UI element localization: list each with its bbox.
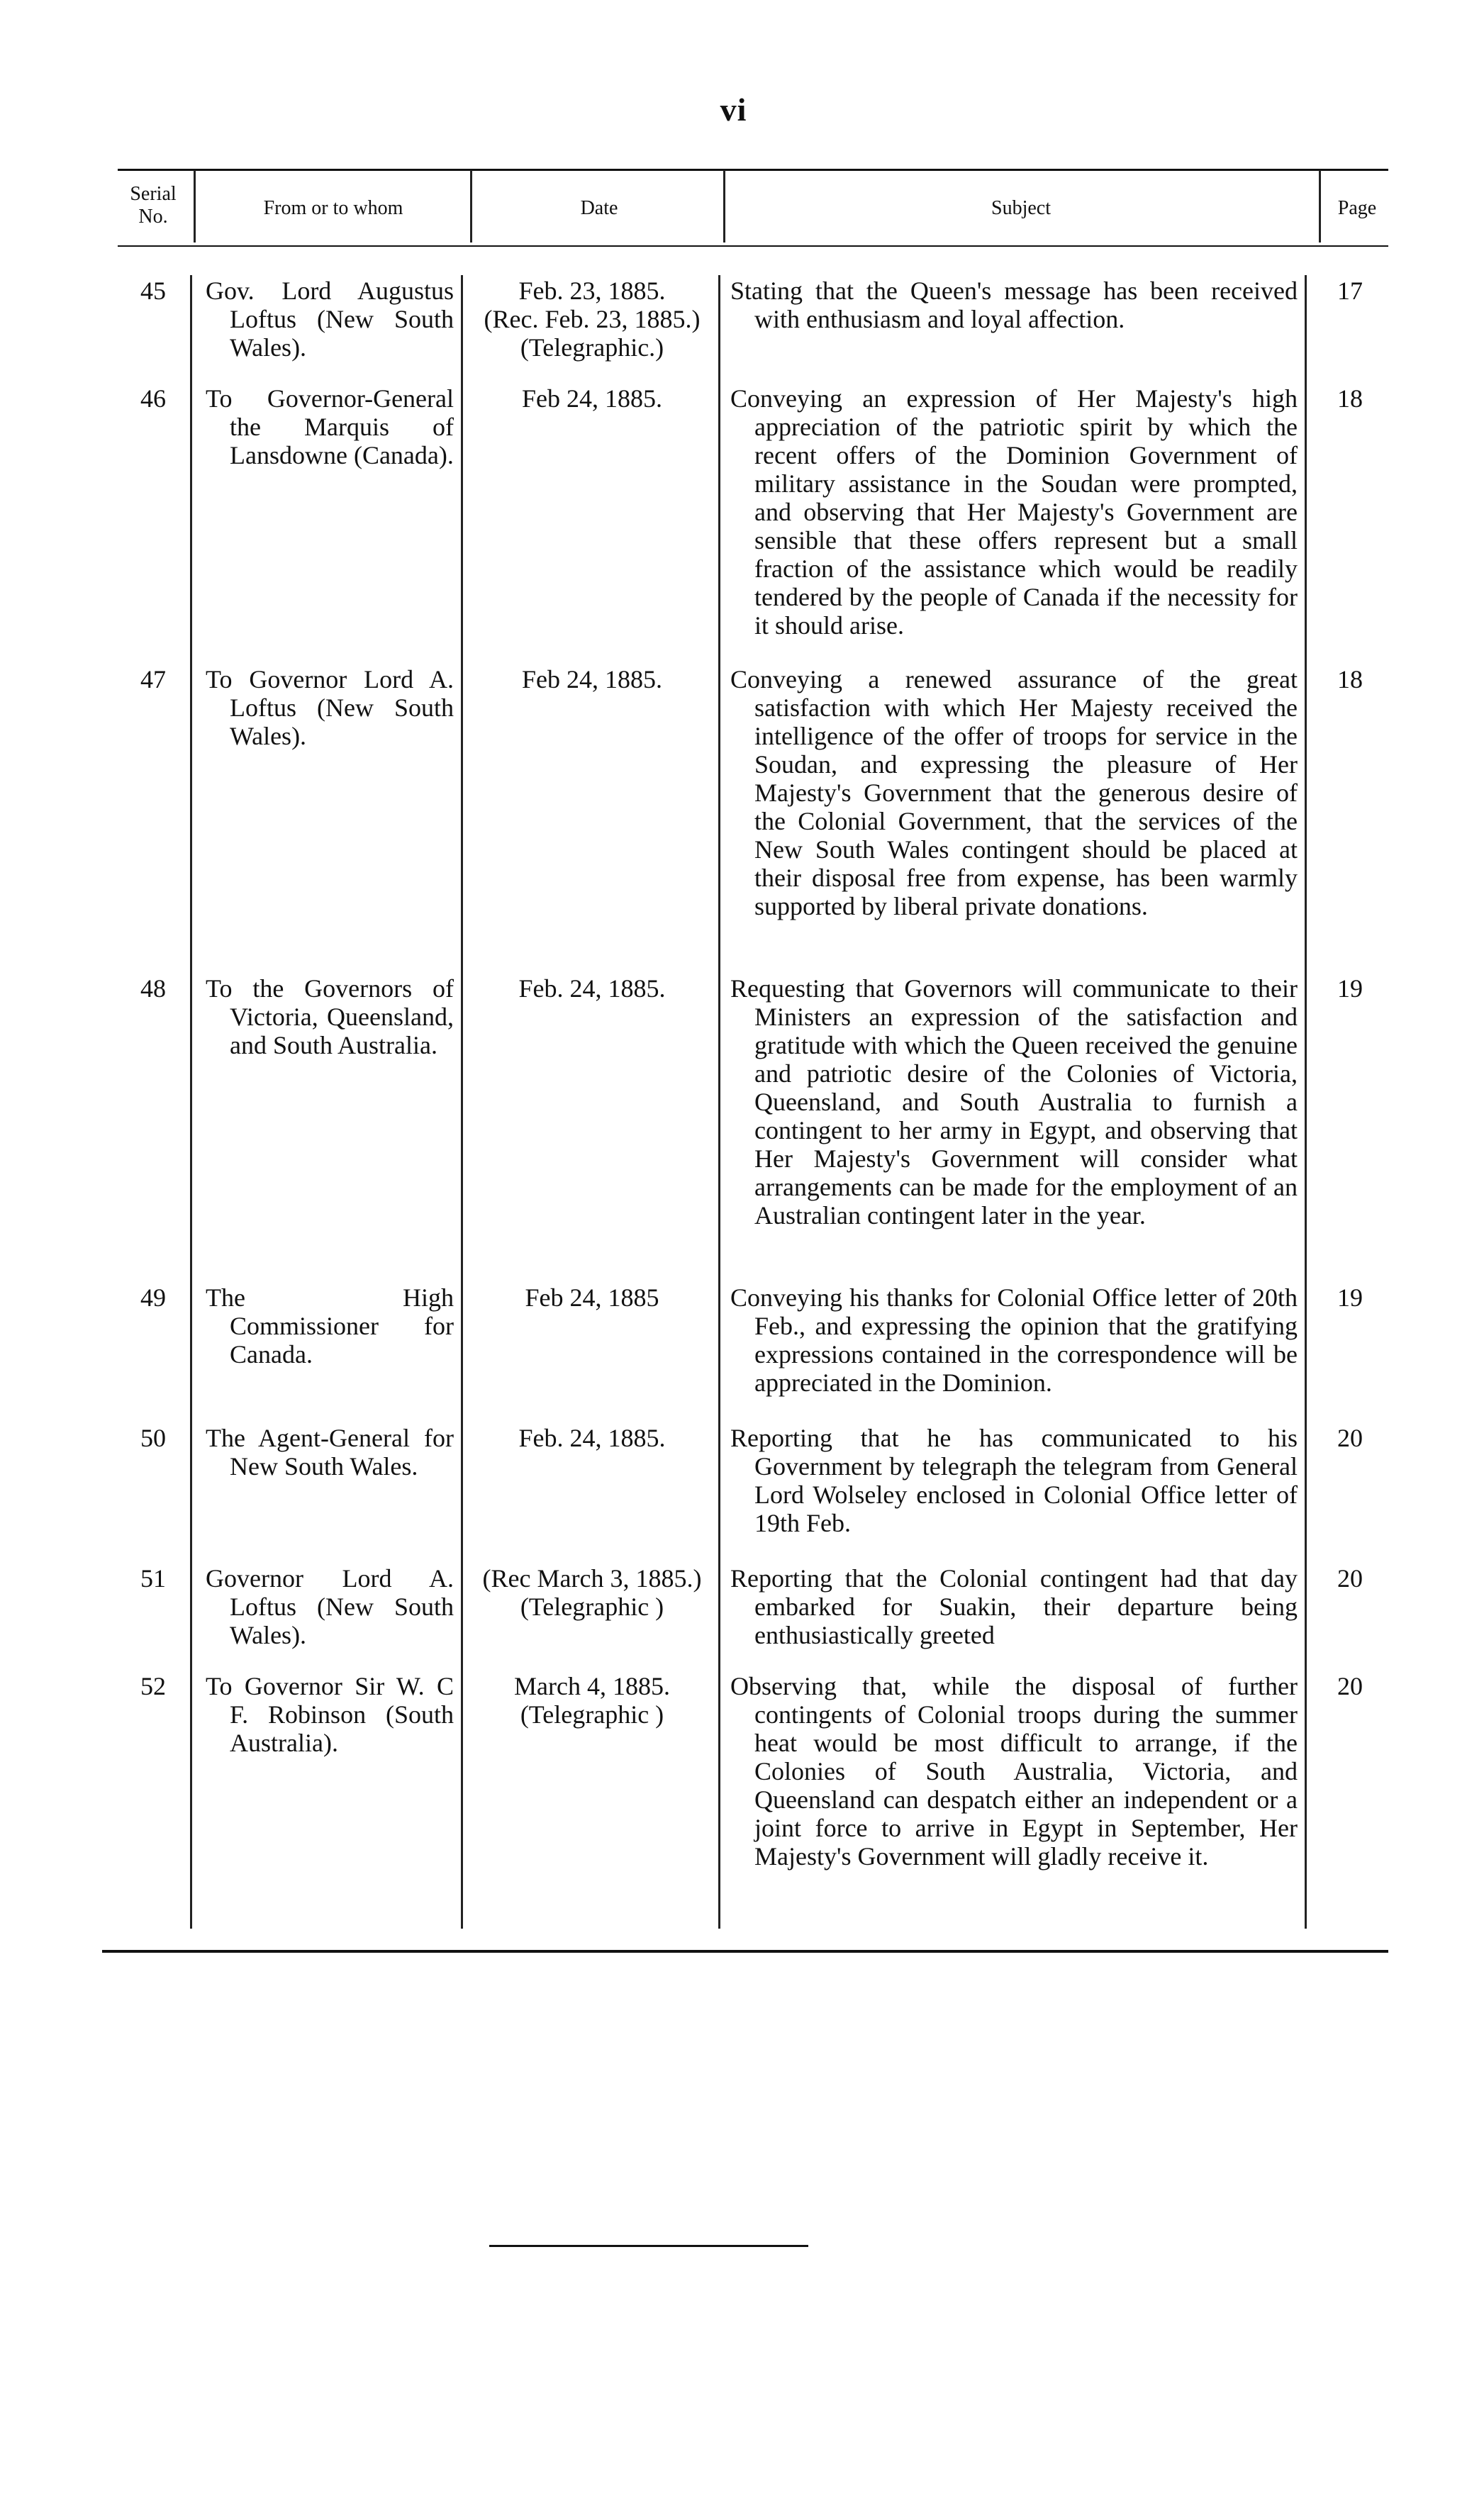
- row-45-serial: 45: [140, 277, 166, 305]
- header-bottom-rule: [118, 245, 1388, 247]
- row-46-date: [468, 384, 716, 413]
- header-subject: Subject: [991, 197, 1051, 219]
- row-47-from: To Governor Lord A. Loftus (New South Wales).: [206, 665, 454, 750]
- closing-rule: [489, 2245, 808, 2247]
- row-50-serial: 50: [140, 1424, 166, 1452]
- table-top-rule: [118, 169, 1388, 171]
- body-divider-1: [190, 275, 192, 1929]
- row-45-date-line-2: (Rec. Feb. 23, 1885.): [484, 305, 701, 333]
- row-52-date: [468, 1672, 716, 1729]
- row-45-date-line-1: Feb. 23, 1885.: [518, 277, 666, 305]
- row-50-subject: Reporting that he has communicated to his Government by telegraph the telegram from General Lord Wolseley enclosed in Colonial Office letter of 19th Feb.: [730, 1424, 1298, 1537]
- row-50-page: 20: [1337, 1424, 1363, 1452]
- row-48-date-line-1: Feb. 24, 1885.: [518, 974, 666, 1003]
- page-number: vi: [720, 91, 747, 128]
- row-46-date-line-1: Feb 24, 1885.: [522, 384, 662, 413]
- row-50-from: The Agent-General for New South Wales.: [206, 1424, 454, 1481]
- row-46-subject: Conveying an expression of Her Majesty's high appreciation of the patriotic spirit by which the recent offers of the Dominion Government of military assistance in the Soudan were prompted, and observing that Her Majesty's Government are sensible that these offers represent but a small fraction of the assistance which would be readily tendered by the people of Canada if the necessity for it should arise.: [730, 384, 1298, 640]
- row-46-from: To Governor-General the Marquis of Lansdowne (Canada).: [206, 384, 454, 469]
- header-page: Page: [1337, 197, 1377, 219]
- row-51-subject: Reporting that the Colonial contingent had that day embarked for Suakin, their departure being enthusiastically greeted: [730, 1564, 1298, 1649]
- row-48-page: 19: [1337, 974, 1363, 1003]
- header-serial: Serial No.: [130, 183, 177, 228]
- row-47-date: [468, 665, 716, 693]
- row-48-subject: Requesting that Governors will communicate to their Ministers an expression of the satisfaction and gratitude with which the Queen received the genuine and patriotic desire of the Colonies of Victoria, Queensland, and South Australia to furnish a contingent to her army in Egypt, and observing that Her Majesty's Government will consider what arrangements can be made for the employment of an Australian contingent later in the year.: [730, 974, 1298, 1230]
- row-48-from: To the Governors of Victoria, Queensland, and South Australia.: [206, 974, 454, 1059]
- row-46-page: 18: [1337, 384, 1363, 413]
- row-49-page: 19: [1337, 1283, 1363, 1312]
- row-52-date-line-2: (Telegraphic ): [520, 1700, 664, 1729]
- header-divider-4: [1319, 170, 1321, 242]
- row-51-date-line-1: (Rec March 3, 1885.): [482, 1564, 702, 1593]
- row-49-subject: Conveying his thanks for Colonial Office letter of 20th Feb., and expressing the opinion that the gratifying expressions contained in the correspondence will be appreciated in the Dominion.: [730, 1283, 1298, 1397]
- body-divider-4: [1305, 275, 1307, 1929]
- row-51-from: Governor Lord A. Loftus (New South Wales).: [206, 1564, 454, 1649]
- row-52-page: 20: [1337, 1672, 1363, 1700]
- header-date: Date: [580, 197, 618, 219]
- body-divider-3: [718, 275, 720, 1929]
- row-47-date-line-1: Feb 24, 1885.: [522, 665, 662, 693]
- row-52-from: To Governor Sir W. C F. Robinson (South Australia).: [206, 1672, 454, 1757]
- header-divider-2: [470, 170, 472, 242]
- row-47-serial: 47: [140, 665, 166, 693]
- row-47-subject: Conveying a renewed assurance of the great satisfaction with which Her Majesty received the intelligence of the offer of troops for service in the Soudan, and expressing the pleasure of Her Majesty's Government that the generous desire of the Colonial Government, that the services of the New South Wales contingent should be placed at their disposal free from expense, has been warmly supported by liberal private donations.: [730, 665, 1298, 920]
- row-52-subject: Observing that, while the disposal of further contingents of Colonial troops during the summer heat would be most difficult to arrange, if the Colonies of South Australia, Victoria, and Queensland can despatch either an independent or a joint force to arrive in Egypt in September, Her Majesty's Government will gladly receive it.: [730, 1672, 1298, 1871]
- row-49-from: The High Commissioner for Canada.: [206, 1283, 454, 1368]
- row-45-date: [468, 277, 716, 362]
- header-divider-3: [723, 170, 725, 242]
- row-45-page: 17: [1337, 277, 1363, 305]
- row-50-date-line-1: Feb. 24, 1885.: [518, 1424, 666, 1452]
- body-divider-2: [461, 275, 463, 1929]
- row-45-date-line-3: (Telegraphic.): [520, 333, 664, 362]
- row-49-date-line-1: Feb 24, 1885: [525, 1283, 659, 1312]
- header-from: From or to whom: [263, 197, 403, 219]
- row-52-serial: 52: [140, 1672, 166, 1700]
- row-48-date: [468, 974, 716, 1003]
- header-divider-1: [194, 170, 196, 242]
- row-46-serial: 46: [140, 384, 166, 413]
- row-49-serial: 49: [140, 1283, 166, 1312]
- row-47-page: 18: [1337, 665, 1363, 693]
- row-51-serial: 51: [140, 1564, 166, 1593]
- row-45-from: Gov. Lord Augustus Loftus (New South Wales).: [206, 277, 454, 362]
- row-45-subject: Stating that the Queen's message has been received with enthusiasm and loyal affection.: [730, 277, 1298, 333]
- table-bottom-rule: [102, 1950, 1388, 1953]
- row-52-date-line-1: March 4, 1885.: [514, 1672, 670, 1700]
- row-51-date: [468, 1564, 716, 1621]
- row-49-date: [468, 1283, 716, 1312]
- row-48-serial: 48: [140, 974, 166, 1003]
- row-51-page: 20: [1337, 1564, 1363, 1593]
- row-51-date-line-2: (Telegraphic ): [520, 1593, 664, 1621]
- row-50-date: [468, 1424, 716, 1452]
